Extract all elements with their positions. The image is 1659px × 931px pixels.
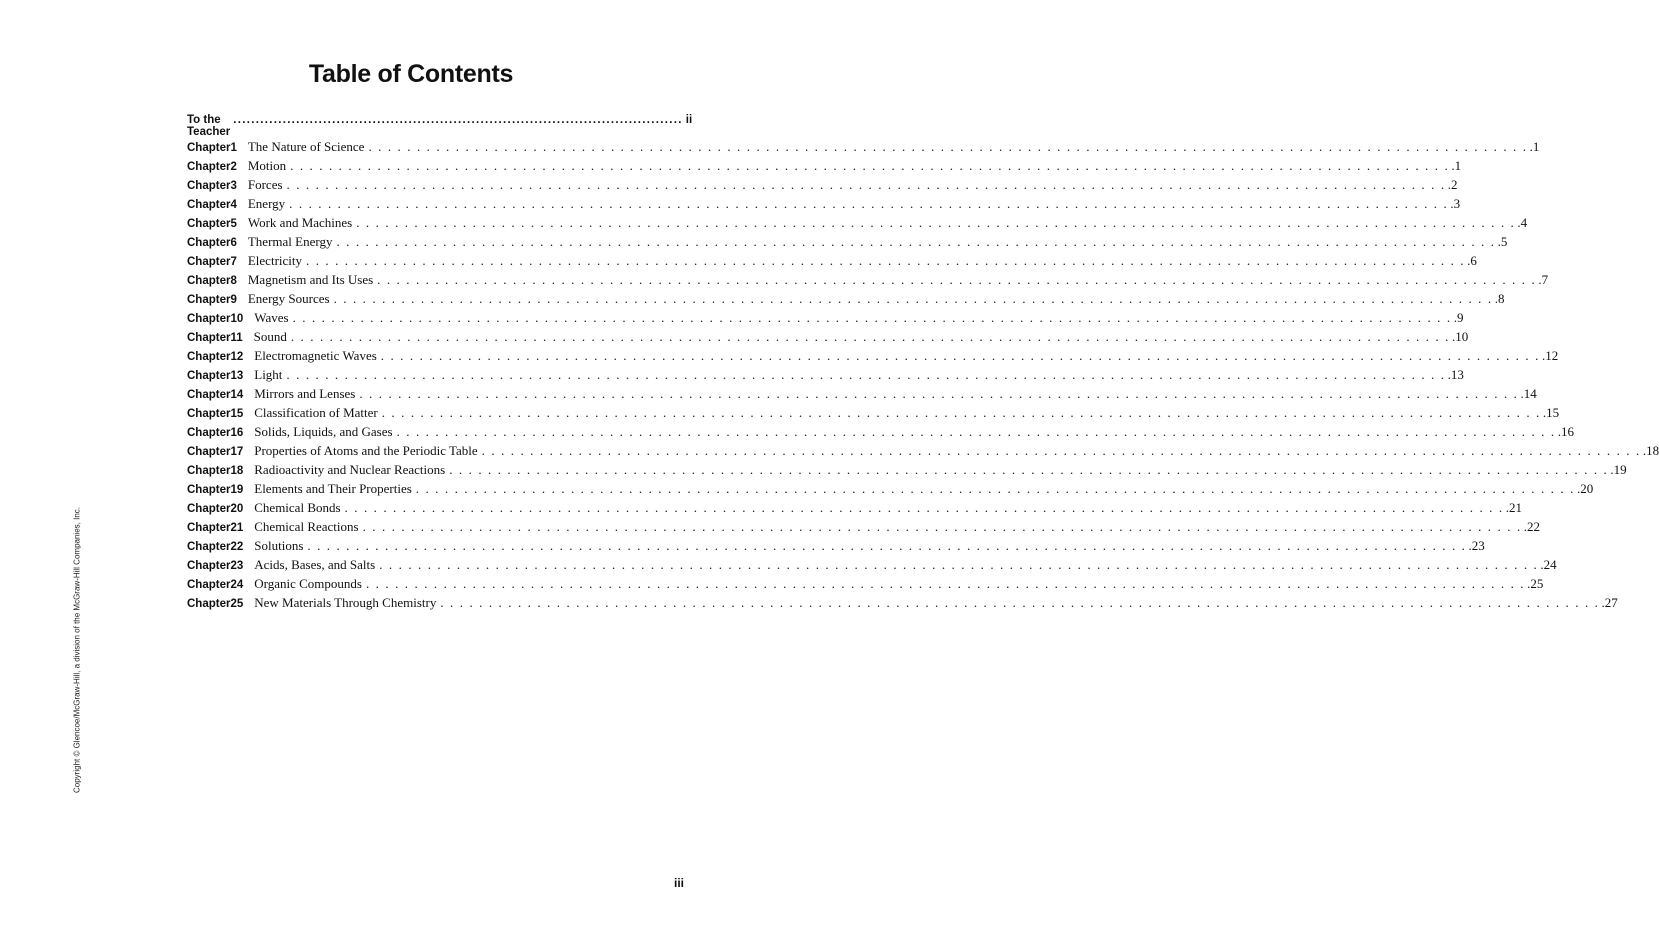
dot-leader: . . . . . . . . . . . . . . . . . . . . . . . . . . . . . . . . . . . . . . . . . . . . . . . . . . . . . . . . . . . . . . . . . . . . . . . . . . . . . . . . . . . . . . . . . . . . . . . . . . . . . . . . . . . . . . . . . . . . . . . .	[365, 576, 1526, 591]
chapter-page-number: .21	[1505, 500, 1522, 515]
chapter-label: Chapter	[187, 408, 231, 420]
chapter-entry	[187, 234, 1508, 253]
dot-leader: . . . . . . . . . . . . . . . . . . . . . . . . . . . . . . . . . . . . . . . . . . . . . . . . . . . . . . . . . . . . . . . . . . . . . . . . . . . . . . . . . . . . . . . . . . . . . . . . . . . . . . . . . . . . . . . . . . . . . . . .	[344, 500, 1504, 515]
chapter-entry	[187, 500, 1522, 519]
chapter-number: 5	[230, 218, 237, 230]
chapter-number: 9	[230, 294, 237, 306]
page-number: iii	[673, 876, 684, 890]
chapter-label: Chapter	[187, 560, 231, 572]
chapter-label: Chapter	[187, 427, 231, 439]
chapter-entry	[187, 557, 1557, 576]
dot-leader: . . . . . . . . . . . . . . . . . . . . . . . . . . . . . . . . . . . . . . . . . . . . . . . . . . . . . . . . . . . . . . . . . . . . . . . . . . . . . . . . . . . . . . . . . . . . . . . . . . . . . . . . . . . . . . . . . . . . . . . .	[368, 139, 1528, 154]
chapter-number: 21	[230, 522, 244, 534]
chapter-label: Chapter	[187, 142, 231, 154]
chapter-number: 3	[230, 180, 237, 192]
chapter-entry	[187, 196, 1461, 215]
chapter-entry	[187, 386, 1537, 405]
chapter-page-number: .7	[1538, 272, 1549, 287]
dot-leader: . . . . . . . . . . . . . . . . . . . . . . . . . . . . . . . . . . . . . . . . . . . . . . . . . . . . . . . . . . . . . . . . . . . . . . . . . . . . . . . . . . . . . . . . . . . . . . . . . . . . . . . . . . . . . . . . . . . . . . . .	[286, 177, 1446, 192]
chapter-page-number: .18	[1642, 443, 1659, 458]
chapter-entry	[187, 348, 1559, 367]
chapter-list	[187, 139, 1659, 614]
chapter-page-number: .12	[1541, 348, 1559, 363]
chapter-page-number: .22	[1523, 519, 1540, 534]
chapter-label: Chapter	[187, 598, 231, 610]
chapter-number: 4	[230, 199, 237, 211]
dot-leader: ....................................................................................................	[233, 114, 683, 126]
chapter-page-number: .9	[1453, 310, 1464, 325]
dot-leader: . . . . . . . . . . . . . . . . . . . . . . . . . . . . . . . . . . . . . . . . . . . . . . . . . . . . . . . . . . . . . . . . . . . . . . . . . . . . . . . . . . . . . . . . . . . . . . . . . . . . . . . . . . . . . . . . . . . . . . . .	[333, 291, 1493, 306]
chapter-entry	[187, 405, 1560, 424]
chapter-title: Thermal Energy	[247, 234, 333, 249]
chapter-label: Chapter	[187, 161, 231, 173]
chapter-title: Chemical Bonds	[254, 500, 341, 515]
chapter-page-number: .13	[1447, 367, 1464, 382]
chapter-number: 15	[230, 408, 244, 420]
chapter-label: Chapter	[187, 484, 231, 496]
chapter-page-number: .15	[1542, 405, 1560, 420]
dot-leader: . . . . . . . . . . . . . . . . . . . . . . . . . . . . . . . . . . . . . . . . . . . . . . . . . . . . . . . . . . . . . . . . . . . . . . . . . . . . . . . . . . . . . . . . . . . . . . . . . . . . . . . . . . . . . . . . . . . . . . . .	[381, 405, 1541, 420]
to-the-teacher-page: ii	[685, 114, 693, 126]
chapter-label: Chapter	[187, 351, 231, 363]
dot-leader: . . . . . . . . . . . . . . . . . . . . . . . . . . . . . . . . . . . . . . . . . . . . . . . . . . . . . . . . . . . . . . . . . . . . . . . . . . . . . . . . . . . . . . . . . . . . . . . . . . . . . . . . . . . . . . . . . . . . . . . .	[377, 272, 1537, 287]
chapter-title: Energy	[247, 196, 286, 211]
dot-leader: . . . . . . . . . . . . . . . . . . . . . . . . . . . . . . . . . . . . . . . . . . . . . . . . . . . . . . . . . . . . . . . . . . . . . . . . . . . . . . . . . . . . . . . . . . . . . . . . . . . . . . . . . . . . . . . . . . . . . . . .	[396, 424, 1556, 439]
chapter-number: 16	[230, 427, 244, 439]
chapter-title: Magnetism and Its Uses	[247, 272, 374, 287]
chapter-entry	[187, 253, 1477, 272]
chapter-number: 18	[230, 465, 244, 477]
dot-leader: . . . . . . . . . . . . . . . . . . . . . . . . . . . . . . . . . . . . . . . . . . . . . . . . . . . . . . . . . . . . . . . . . . . . . . . . . . . . . . . . . . . . . . . . . . . . . . . . . . . . . . . . . . . . . . . . . . . . . . . .	[415, 481, 1575, 496]
chapter-title: Sound	[253, 329, 287, 344]
chapter-page-number: .2	[1447, 177, 1458, 192]
chapter-page-number: .24	[1540, 557, 1557, 572]
chapter-title: Acids, Bases, and Salts	[254, 557, 376, 572]
dot-leader: . . . . . . . . . . . . . . . . . . . . . . . . . . . . . . . . . . . . . . . . . . . . . . . . . . . . . . . . . . . . . . . . . . . . . . . . . . . . . . . . . . . . . . . . . . . . . . . . . . . . . . . . . . . . . . . . . . . . . . . .	[481, 443, 1641, 458]
dot-leader: . . . . . . . . . . . . . . . . . . . . . . . . . . . . . . . . . . . . . . . . . . . . . . . . . . . . . . . . . . . . . . . . . . . . . . . . . . . . . . . . . . . . . . . . . . . . . . . . . . . . . . . . . . . . . . . . . . . . . . . .	[290, 329, 1451, 344]
chapter-label: Chapter	[187, 541, 231, 553]
chapter-number: 11	[230, 332, 243, 344]
chapter-number: 22	[230, 541, 244, 553]
chapter-title: Chemical Reactions	[254, 519, 359, 534]
chapter-entry	[187, 310, 1464, 329]
chapter-label: Chapter	[187, 446, 231, 458]
chapter-label: Chapter	[187, 503, 231, 515]
dot-leader: . . . . . . . . . . . . . . . . . . . . . . . . . . . . . . . . . . . . . . . . . . . . . . . . . . . . . . . . . . . . . . . . . . . . . . . . . . . . . . . . . . . . . . . . . . . . . . . . . . . . . . . . . . . . . . . . . . . . . . . .	[289, 196, 1449, 211]
chapter-entry	[187, 443, 1659, 462]
chapter-entry	[187, 519, 1540, 538]
chapter-entry	[187, 538, 1485, 557]
dot-leader: . . . . . . . . . . . . . . . . . . . . . . . . . . . . . . . . . . . . . . . . . . . . . . . . . . . . . . . . . . . . . . . . . . . . . . . . . . . . . . . . . . . . . . . . . . . . . . . . . . . . . . . . . . . . . . . . . . . . . . . .	[356, 215, 1516, 230]
chapter-number: 10	[230, 313, 244, 325]
chapter-label: Chapter	[187, 275, 231, 287]
dot-leader: . . . . . . . . . . . . . . . . . . . . . . . . . . . . . . . . . . . . . . . . . . . . . . . . . . . . . . . . . . . . . . . . . . . . . . . . . . . . . . . . . . . . . . . . . . . . . . . . . . . . . . . . . . . . . . . . . . . . . . . .	[290, 158, 1450, 173]
chapter-title: Energy Sources	[247, 291, 330, 306]
chapter-title: New Materials Through Chemistry	[254, 595, 437, 610]
chapter-label: Chapter	[187, 465, 231, 477]
chapter-page-number: .6	[1467, 253, 1477, 268]
chapter-entry	[187, 272, 1549, 291]
chapter-title: Mirrors and Lenses	[254, 386, 356, 401]
chapter-page-number: .20	[1576, 481, 1594, 496]
chapter-label: Chapter	[187, 294, 231, 306]
chapter-title: Radioactivity and Nuclear Reactions	[254, 462, 446, 477]
chapter-entry	[187, 481, 1594, 500]
chapter-label: Chapter	[187, 522, 231, 534]
chapter-number: 23	[230, 560, 244, 572]
chapter-number: 13	[230, 370, 244, 382]
chapter-title: Electromagnetic Waves	[254, 348, 377, 363]
chapter-number: 2	[230, 161, 237, 173]
chapter-number: 12	[230, 351, 244, 363]
chapter-title: Waves	[254, 310, 289, 325]
dot-leader: . . . . . . . . . . . . . . . . . . . . . . . . . . . . . . . . . . . . . . . . . . . . . . . . . . . . . . . . . . . . . . . . . . . . . . . . . . . . . . . . . . . . . . . . . . . . . . . . . . . . . . . . . . . . . . . . . . . . . . . .	[440, 595, 1600, 610]
dot-leader: . . . . . . . . . . . . . . . . . . . . . . . . . . . . . . . . . . . . . . . . . . . . . . . . . . . . . . . . . . . . . . . . . . . . . . . . . . . . . . . . . . . . . . . . . . . . . . . . . . . . . . . . . . . . . . . . . . . . . . . .	[286, 367, 1446, 382]
dot-leader: . . . . . . . . . . . . . . . . . . . . . . . . . . . . . . . . . . . . . . . . . . . . . . . . . . . . . . . . . . . . . . . . . . . . . . . . . . . . . . . . . . . . . . . . . . . . . . . . . . . . . . . . . . . . . . . . . . . . . . . .	[306, 253, 1466, 268]
dot-leader: . . . . . . . . . . . . . . . . . . . . . . . . . . . . . . . . . . . . . . . . . . . . . . . . . . . . . . . . . . . . . . . . . . . . . . . . . . . . . . . . . . . . . . . . . . . . . . . . . . . . . . . . . . . . . . . . . . . . . . . .	[379, 557, 1539, 572]
chapter-label: Chapter	[187, 579, 231, 591]
dot-leader: . . . . . . . . . . . . . . . . . . . . . . . . . . . . . . . . . . . . . . . . . . . . . . . . . . . . . . . . . . . . . . . . . . . . . . . . . . . . . . . . . . . . . . . . . . . . . . . . . . . . . . . . . . . . . . . . . . . . . . . .	[307, 538, 1467, 553]
chapter-page-number: .10	[1452, 329, 1469, 344]
chapter-entry	[187, 462, 1627, 481]
chapter-title: Organic Compounds	[254, 576, 362, 591]
chapter-number: 24	[230, 579, 244, 591]
to-the-teacher-entry	[187, 114, 693, 138]
dot-leader: . . . . . . . . . . . . . . . . . . . . . . . . . . . . . . . . . . . . . . . . . . . . . . . . . . . . . . . . . . . . . . . . . . . . . . . . . . . . . . . . . . . . . . . . . . . . . . . . . . . . . . . . . . . . . . . . . . . . . . . .	[380, 348, 1540, 363]
chapter-entry	[187, 576, 1544, 595]
chapter-title: Elements and Their Properties	[254, 481, 412, 496]
chapter-label: Chapter	[187, 237, 231, 249]
chapter-page-number: .16	[1557, 424, 1574, 439]
chapter-page-number: .3	[1450, 196, 1461, 211]
chapter-entry	[187, 424, 1574, 443]
chapter-title: Properties of Atoms and the Periodic Table	[254, 443, 478, 458]
chapter-label: Chapter	[187, 256, 231, 268]
chapter-number: 20	[230, 503, 244, 515]
copyright-notice: Copyright © Glencoe/McGraw-Hill, a division of the McGraw-Hill Companies, Inc.	[72, 507, 82, 793]
chapter-entry	[187, 177, 1458, 196]
dot-leader: . . . . . . . . . . . . . . . . . . . . . . . . . . . . . . . . . . . . . . . . . . . . . . . . . . . . . . . . . . . . . . . . . . . . . . . . . . . . . . . . . . . . . . . . . . . . . . . . . . . . . . . . . . . . . . . . . . . . . . . .	[359, 386, 1519, 401]
to-the-teacher-label: To the Teacher	[187, 114, 231, 138]
chapter-number: 25	[230, 598, 244, 610]
page-title: Table of Contents	[308, 60, 514, 88]
chapter-entry	[187, 139, 1540, 158]
chapter-number: 1	[230, 142, 237, 154]
chapter-title: Work and Machines	[247, 215, 353, 230]
chapter-entry	[187, 215, 1528, 234]
chapter-title: Motion	[247, 158, 287, 173]
chapter-page-number: .5	[1497, 234, 1508, 249]
chapter-number: 17	[230, 446, 244, 458]
chapter-entry	[187, 291, 1505, 310]
chapter-title: Solutions	[254, 538, 304, 553]
chapter-entry	[187, 329, 1469, 348]
dot-leader: . . . . . . . . . . . . . . . . . . . . . . . . . . . . . . . . . . . . . . . . . . . . . . . . . . . . . . . . . . . . . . . . . . . . . . . . . . . . . . . . . . . . . . . . . . . . . . . . . . . . . . . . . . . . . . . . . . . . . . . .	[449, 462, 1609, 477]
chapter-page-number: .27	[1601, 595, 1618, 610]
chapter-label: Chapter	[187, 389, 231, 401]
chapter-number: 19	[230, 484, 244, 496]
chapter-page-number: .1	[1529, 139, 1540, 154]
chapter-number: 7	[230, 256, 237, 268]
chapter-number: 8	[230, 275, 237, 287]
chapter-title: Classification of Matter	[254, 405, 378, 420]
chapter-title: Light	[254, 367, 283, 382]
chapter-page-number: .19	[1610, 462, 1627, 477]
chapter-label: Chapter	[187, 313, 231, 325]
chapter-page-number: .1	[1451, 158, 1462, 173]
dot-leader: . . . . . . . . . . . . . . . . . . . . . . . . . . . . . . . . . . . . . . . . . . . . . . . . . . . . . . . . . . . . . . . . . . . . . . . . . . . . . . . . . . . . . . . . . . . . . . . . . . . . . . . . . . . . . . . . . . . . . . . .	[362, 519, 1522, 534]
chapter-label: Chapter	[187, 218, 231, 230]
chapter-page-number: .14	[1520, 386, 1537, 401]
chapter-page-number: .4	[1517, 215, 1528, 230]
chapter-title: The Nature of Science	[247, 139, 365, 154]
chapter-entry	[187, 367, 1464, 386]
chapter-entry	[187, 158, 1462, 177]
chapter-title: Forces	[247, 177, 283, 192]
chapter-label: Chapter	[187, 370, 231, 382]
chapter-label: Chapter	[187, 199, 231, 211]
chapter-page-number: .8	[1494, 291, 1505, 306]
chapter-number: 14	[230, 389, 244, 401]
chapter-page-number: .25	[1527, 576, 1544, 591]
dot-leader: . . . . . . . . . . . . . . . . . . . . . . . . . . . . . . . . . . . . . . . . . . . . . . . . . . . . . . . . . . . . . . . . . . . . . . . . . . . . . . . . . . . . . . . . . . . . . . . . . . . . . . . . . . . . . . . . . . . . . . . .	[336, 234, 1496, 249]
chapter-title: Electricity	[247, 253, 302, 268]
chapter-page-number: .23	[1468, 538, 1485, 553]
chapter-entry	[187, 595, 1618, 614]
chapter-label: Chapter	[187, 180, 231, 192]
chapter-title: Solids, Liquids, and Gases	[254, 424, 393, 439]
chapter-label: Chapter	[187, 332, 231, 344]
dot-leader: . . . . . . . . . . . . . . . . . . . . . . . . . . . . . . . . . . . . . . . . . . . . . . . . . . . . . . . . . . . . . . . . . . . . . . . . . . . . . . . . . . . . . . . . . . . . . . . . . . . . . . . . . . . . . . . . . . . . . . . .	[292, 310, 1452, 325]
chapter-number: 6	[230, 237, 237, 249]
